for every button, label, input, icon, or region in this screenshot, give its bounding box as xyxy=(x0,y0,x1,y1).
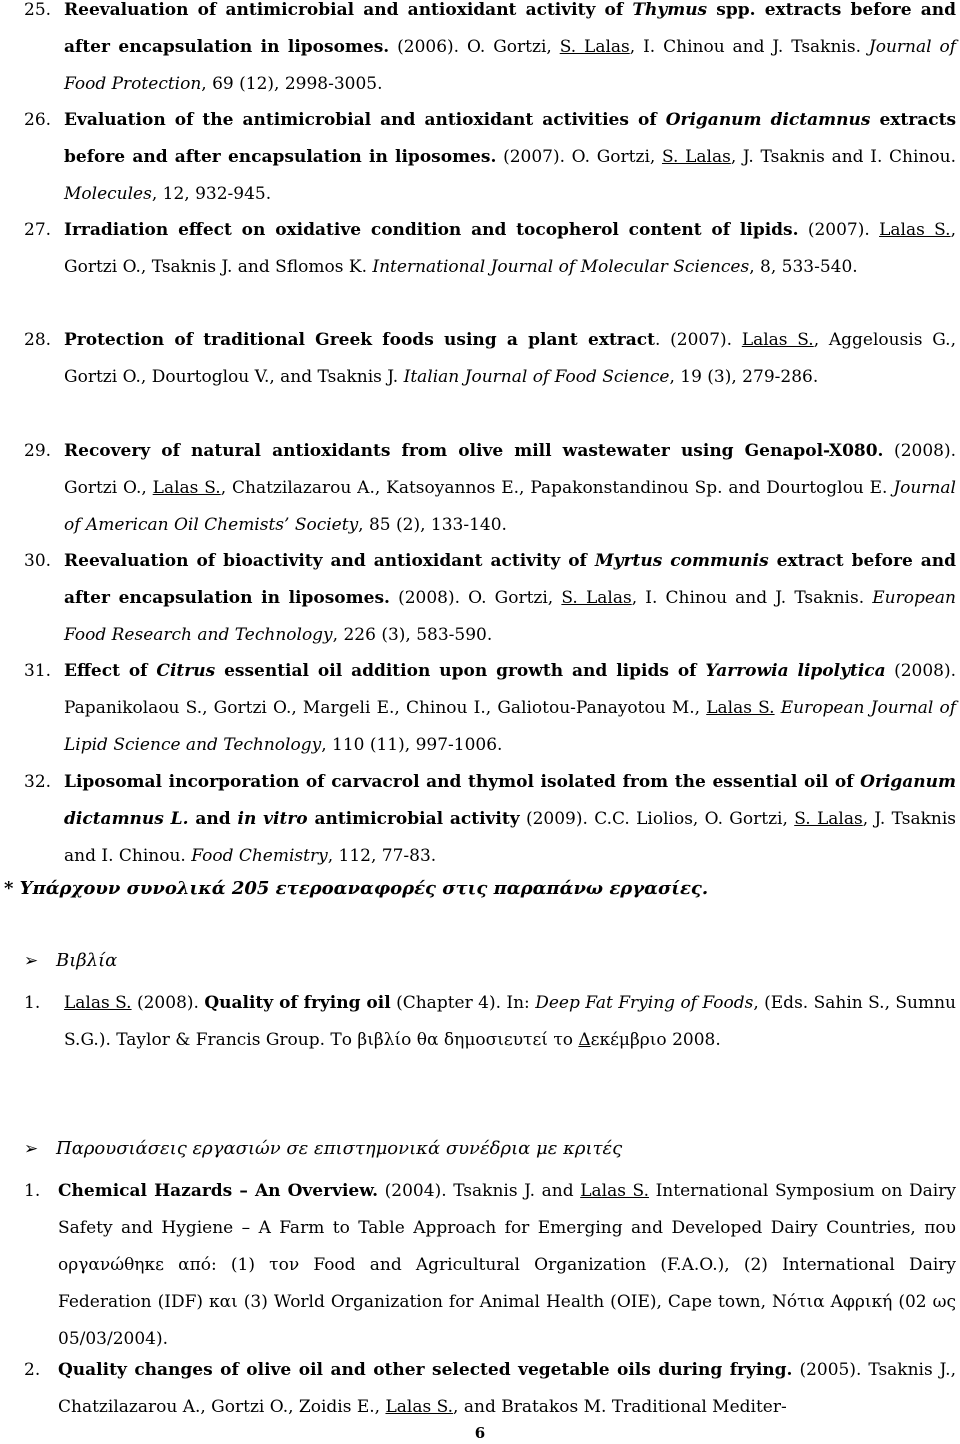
text-run: , I. Chinou and J. Tsaknis. xyxy=(631,588,873,608)
text-run: antimicrobial activity xyxy=(307,809,520,829)
text-run: Chemical Hazards – An Overview. xyxy=(58,1181,379,1201)
text-run: (2005). Tsaknis J., Chatzilazarou A., Gortzi O., Zoidis E., xyxy=(58,1360,956,1417)
text-run: (2008). Gortzi O., xyxy=(64,441,956,498)
reference-30 xyxy=(24,543,956,654)
text-run: Reevaluation of bioactivity and antioxidant activity of xyxy=(64,551,595,571)
text-run: Quality changes of olive oil and other selected vegetable oils during frying. xyxy=(58,1360,793,1380)
text-run: , Chatzilazarou A., Katsoyannos E., Papakonstandinou Sp. and Dourtoglou E. xyxy=(220,478,894,498)
page-number: 6 xyxy=(474,1424,486,1442)
text-run: Origanum dictamnus xyxy=(665,110,871,130)
text-run: Origanum dictamnus L. xyxy=(64,772,956,829)
text-run: Lalas S. xyxy=(706,698,775,718)
books-heading-text: Βιβλία xyxy=(56,950,118,971)
text-run: , and Bratakos M. Traditional Mediter- xyxy=(453,1397,787,1417)
text-run: Myrtus communis xyxy=(594,551,769,571)
text-run: (2009). C.C. Liolios, O. Gortzi, xyxy=(519,809,795,829)
text-run: Journal of Food Protection xyxy=(64,37,957,94)
text-run: , 69 (12), 2998-3005. xyxy=(201,74,383,94)
text-run: S. Lalas xyxy=(661,147,731,167)
text-run: Journal of American Oil Chemists’ Society xyxy=(64,478,956,535)
conference-number: 2. xyxy=(24,1360,41,1380)
text-run: . (2007). xyxy=(654,330,742,350)
text-run: European Journal of Lipid Science and Technology xyxy=(64,698,957,755)
reference-25 xyxy=(24,0,956,103)
text-run: , 110 (11), 997-1006. xyxy=(321,735,503,755)
text-run: Δ xyxy=(578,1030,591,1050)
text-run: S. Lalas xyxy=(794,809,863,829)
arrow-bullet-icon: ➢ xyxy=(24,951,39,971)
reference-29 xyxy=(24,433,956,544)
citations-note: * Υπάρχουν συνολικά 205 ετεροαναφορές στις παραπάνω εργασίες. xyxy=(4,878,709,899)
reference-text xyxy=(64,764,956,875)
text-run: Deep Fat Frying of Foods xyxy=(535,993,754,1013)
text-run: extracts before and after encapsulation in liposomes. xyxy=(64,110,957,167)
conference-number: 1. xyxy=(24,1181,41,1201)
conferences-heading xyxy=(24,1138,622,1159)
book-1 xyxy=(24,985,956,1059)
text-run: Food Chemistry xyxy=(191,846,328,866)
text-run: , 112, 77-83. xyxy=(327,846,437,866)
text-run: Lalas S. xyxy=(64,993,132,1013)
reference-26 xyxy=(24,102,956,213)
reference-number: 32. xyxy=(24,772,52,792)
text-run: Lalas S. xyxy=(879,220,951,240)
text-run: , I. Chinou and J. Tsaknis. xyxy=(629,37,869,57)
text-run: essential oil addition upon growth and lipids of xyxy=(215,661,706,681)
text-run: spp. extracts before and after encapsulation in liposomes. xyxy=(64,0,956,57)
text-run: (2008). Papanikolaou S., Gortzi O., Margeli E., Chinou I., Galiotou-Panayotou M., xyxy=(64,661,957,718)
text-run: Lalas S. xyxy=(741,330,814,350)
text-run: International Symposium on Dairy Safety and Hygiene – A Farm to Table Approach for Emerging and Developed Dairy Countries, που οργανώθηκε από: (1) τον Food and Agricultural Organization (F.A.O.), (2) International Dairy Federation (IDF) και (3) World Organization for Animal Health (OIE), Cape town, Νότια Αφρική (02 ως 05/03/2004). xyxy=(58,1181,956,1349)
reference-text xyxy=(64,433,956,544)
reference-text xyxy=(64,543,956,654)
reference-number: 26. xyxy=(24,110,52,130)
text-run: extract before and after encapsulation in liposomes. xyxy=(64,551,956,608)
text-run: Recovery of natural antioxidants from olive mill wastewater using Genapol-X080. xyxy=(64,441,884,461)
reference-number: 31. xyxy=(24,661,52,681)
text-run: S. Lalas xyxy=(561,588,632,608)
text-run: Molecules xyxy=(64,184,152,204)
reference-number: 27. xyxy=(24,220,52,240)
reference-31 xyxy=(24,653,956,764)
text-run: , 19 (3), 279-286. xyxy=(669,367,819,387)
reference-text xyxy=(64,653,956,764)
text-run: , 8, 533-540. xyxy=(749,257,858,277)
text-run: , J. Tsaknis and I. Chinou. xyxy=(64,809,956,866)
text-run: Lalas S. xyxy=(152,478,221,498)
reference-28 xyxy=(24,322,956,396)
conference-2 xyxy=(24,1352,956,1426)
text-run: Reevaluation of antimicrobial and antioxidant activity of xyxy=(64,0,633,20)
text-run: and xyxy=(188,809,238,829)
reference-32 xyxy=(24,764,956,875)
text-run: Lalas S. xyxy=(580,1181,649,1201)
text-run: European Food Research and Technology xyxy=(64,588,956,645)
conference-text xyxy=(58,1352,956,1426)
text-run: Citrus xyxy=(156,661,216,681)
text-run: Thymus xyxy=(632,0,708,20)
reference-text xyxy=(64,212,956,286)
reference-text xyxy=(64,322,956,396)
conferences-heading-text: Παρουσιάσεις εργασιών σε επιστημονικά συνέδρια με κριτές xyxy=(56,1138,623,1159)
text-run: (2007). O. Gortzi, xyxy=(496,147,662,167)
text-run: S. Lalas xyxy=(559,37,630,57)
text-run: , (Eds. Sahin S., Sumnu S.G.). Taylor & Francis Group. Το βιβλίο θα δημοσιευτεί το xyxy=(64,993,956,1050)
reference-number: 30. xyxy=(24,551,52,571)
text-run: (2008). O. Gortzi, xyxy=(389,588,562,608)
text-run: , J. Tsaknis and I. Chinou. xyxy=(730,147,956,167)
text-run: Protection of traditional Greek foods using a plant extract xyxy=(64,330,655,350)
conference-text xyxy=(58,1173,956,1358)
conference-1 xyxy=(24,1173,956,1358)
text-run: , Gortzi O., Tsaknis J. and Sflomos K. xyxy=(64,220,956,277)
text-run: International Journal of Molecular Sciences xyxy=(372,257,750,277)
reference-text xyxy=(64,0,956,103)
reference-text xyxy=(64,102,956,213)
text-run: (2004). Tsaknis J. and xyxy=(378,1181,581,1201)
text-run: (Chapter 4). In: xyxy=(390,993,536,1013)
book-number: 1. xyxy=(24,993,41,1013)
text-run: in vitro xyxy=(237,809,308,829)
text-run: Lalas S. xyxy=(385,1397,454,1417)
books-heading xyxy=(24,950,117,971)
text-run: (2007). xyxy=(798,220,880,240)
reference-27 xyxy=(24,212,956,286)
book-text xyxy=(64,985,956,1059)
reference-number: 29. xyxy=(24,441,52,461)
text-run: Irradiation effect on oxidative condition and tocopherol content of lipids. xyxy=(64,220,799,240)
text-run: Italian Journal of Food Science xyxy=(403,367,670,387)
reference-number: 28. xyxy=(24,330,52,350)
text-run: , 85 (2), 133-140. xyxy=(358,515,507,535)
text-run: , 12, 932-945. xyxy=(151,184,272,204)
text-run: Evaluation of the antimicrobial and antioxidant activities of xyxy=(64,110,666,130)
reference-number: 25. xyxy=(24,0,52,20)
text-run: εκέμβριο 2008. xyxy=(590,1030,721,1050)
text-run: , Aggelousis G., Gortzi O., Dourtoglou V., and Tsaknis J. xyxy=(64,330,956,387)
text-run: (2006). O. Gortzi, xyxy=(389,37,560,57)
text-run: (2008). xyxy=(131,993,205,1013)
text-run: Effect of xyxy=(64,661,157,681)
text-run: Quality of frying oil xyxy=(204,993,391,1013)
arrow-bullet-icon: ➢ xyxy=(24,1139,39,1159)
text-run: Yarrowia lipolytica xyxy=(705,661,886,681)
text-run: Liposomal incorporation of carvacrol and thymol isolated from the essential oil of xyxy=(64,772,861,792)
text-run: , 226 (3), 583-590. xyxy=(332,625,493,645)
